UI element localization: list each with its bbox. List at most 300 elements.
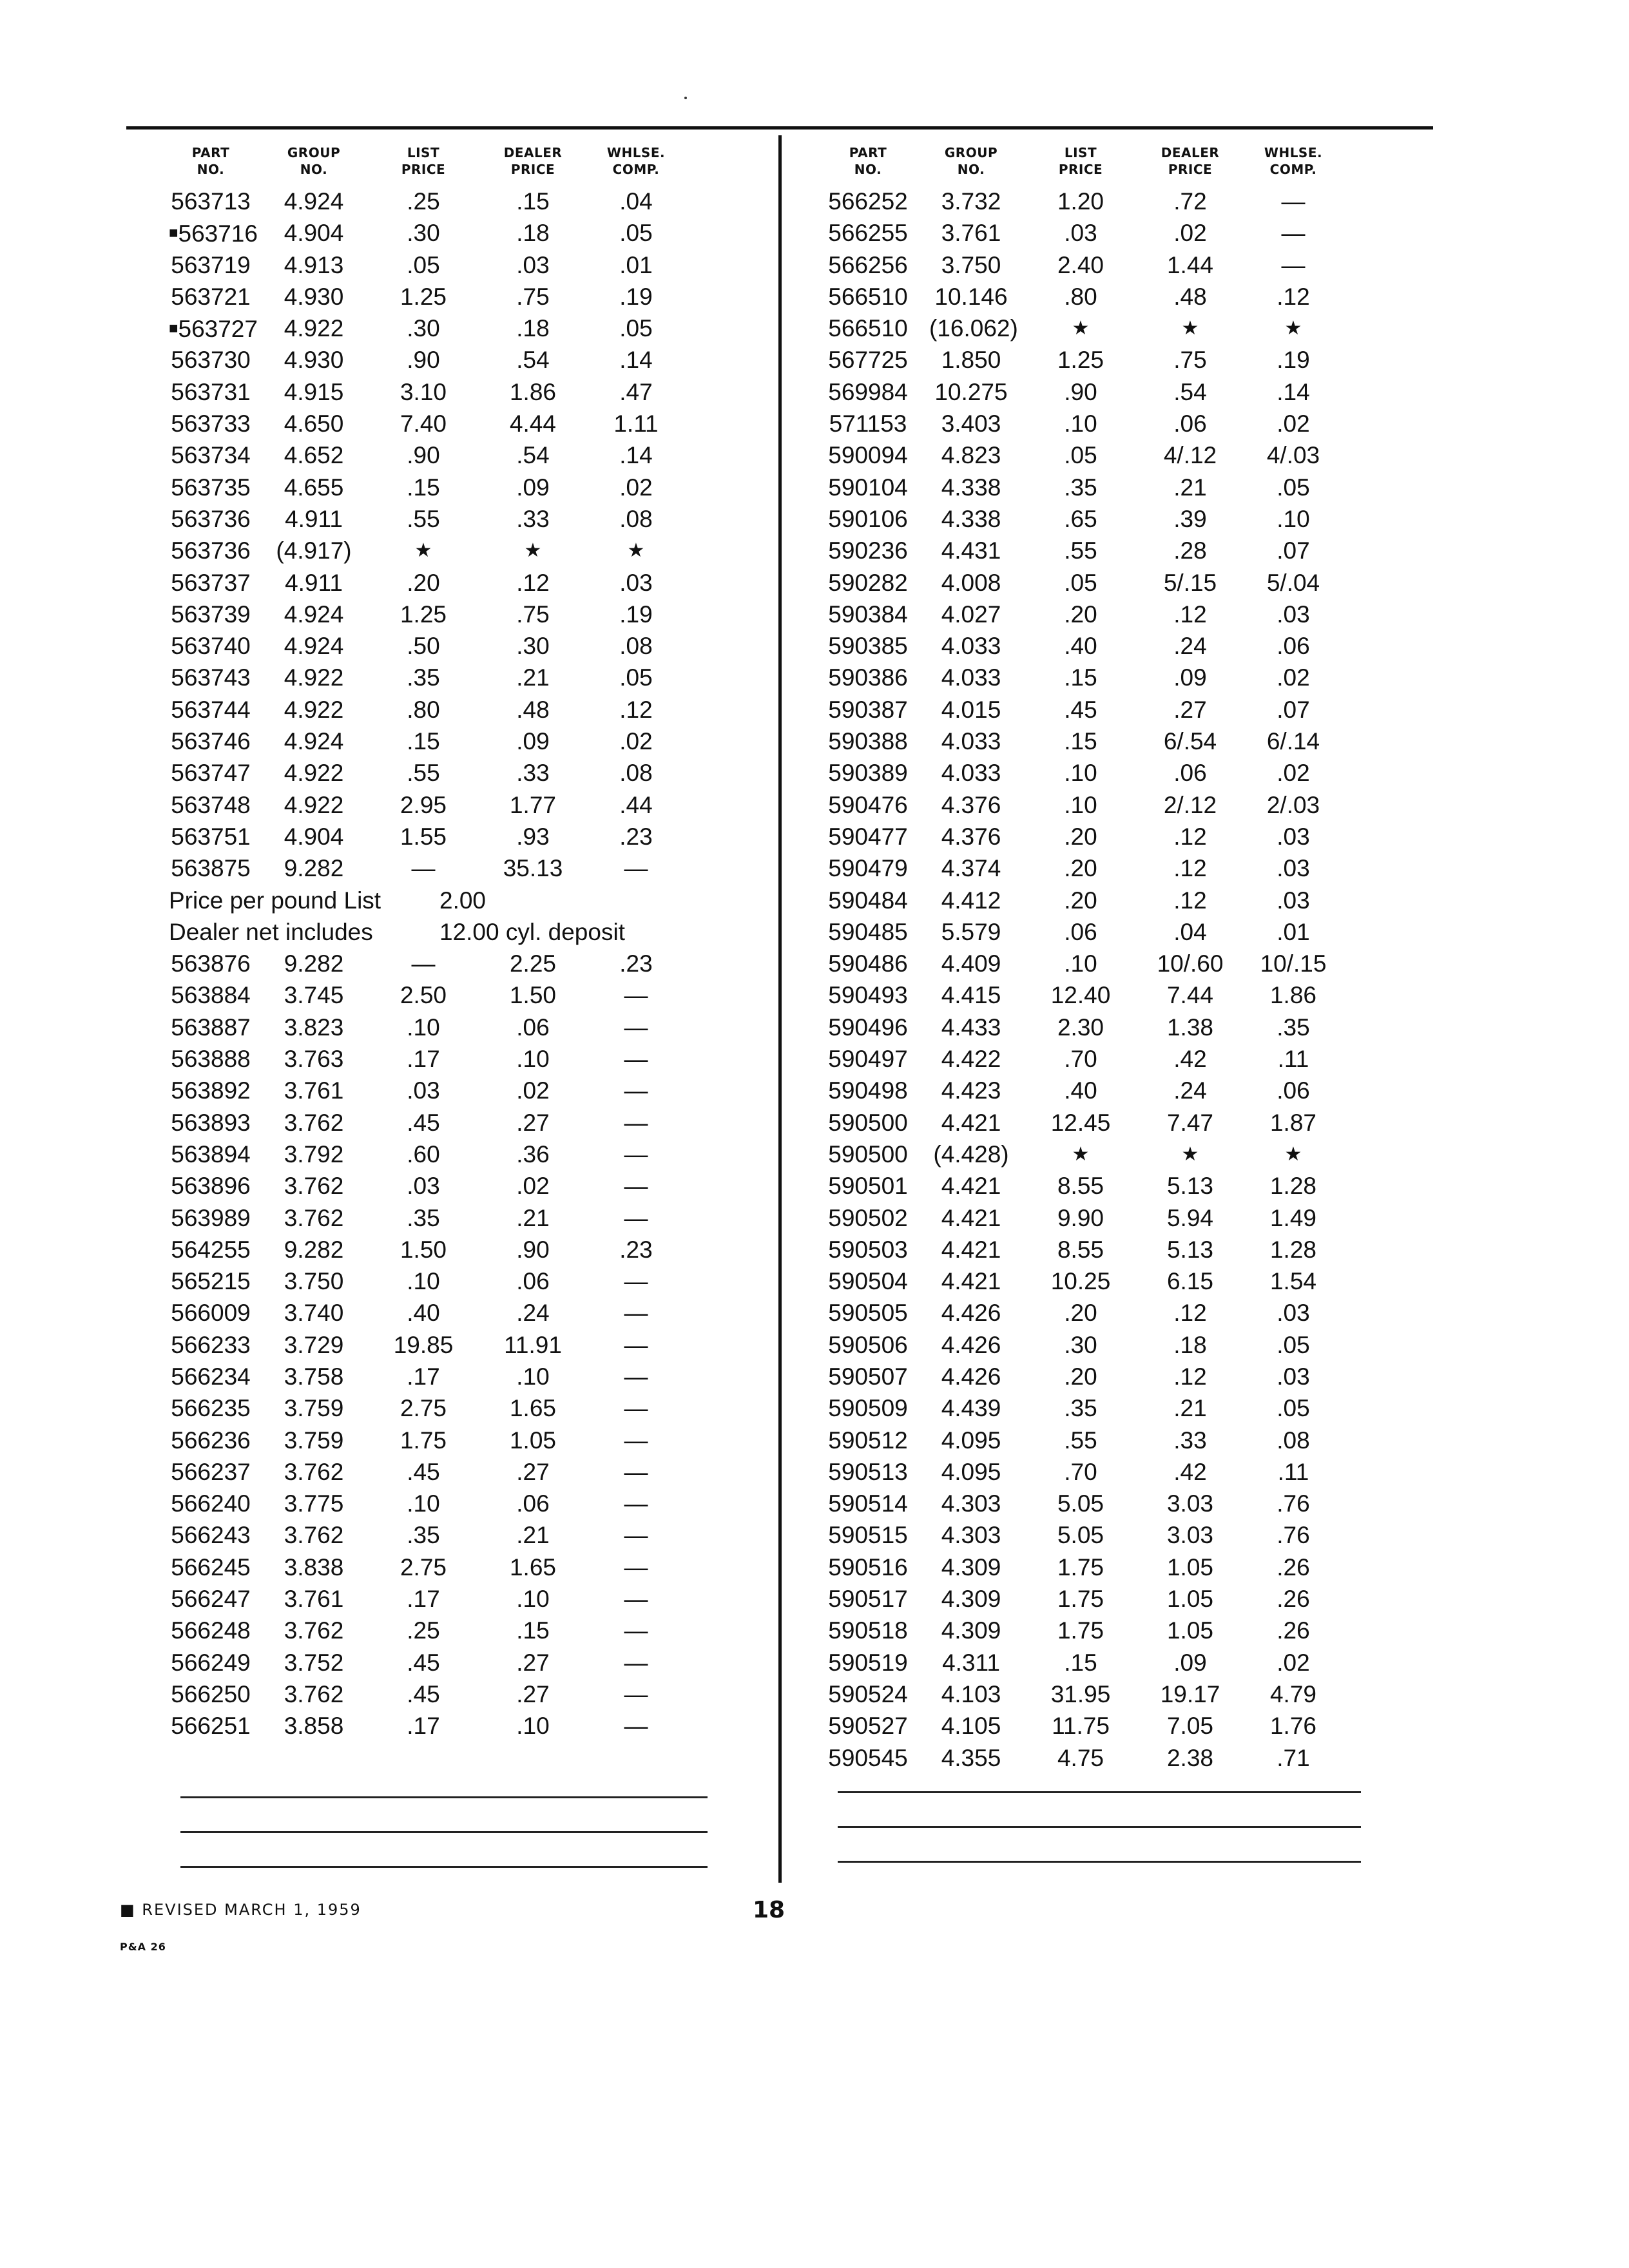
page-number: 18 xyxy=(753,1897,786,1923)
part-number: 590106 xyxy=(828,505,908,532)
table-row xyxy=(169,1583,813,1615)
table-row xyxy=(826,757,1470,789)
dealer-price: .33 xyxy=(1173,1427,1207,1454)
part-number: 590516 xyxy=(828,1553,908,1581)
list-price: 9.90 xyxy=(1057,1204,1104,1231)
group-number: 4.103 xyxy=(941,1680,1001,1707)
part-number: 590493 xyxy=(828,982,908,1009)
part-number: 563734 xyxy=(171,442,251,469)
list-price: .05 xyxy=(1064,442,1097,469)
group-number: 3.750 xyxy=(284,1268,344,1295)
dealer-price: ★ xyxy=(1181,318,1199,340)
list-price: .15 xyxy=(407,728,440,755)
dealer-price: .12 xyxy=(1173,1363,1207,1390)
header-whlse-comp: WHLSE. COMP. xyxy=(606,145,666,177)
dealer-price: .09 xyxy=(1173,1649,1207,1676)
part-number: 565215 xyxy=(171,1268,251,1295)
part-number: 590509 xyxy=(828,1395,908,1422)
dealer-price: .02 xyxy=(516,1173,550,1200)
part-number: 563875 xyxy=(171,855,251,882)
group-number: 4.015 xyxy=(941,696,1001,723)
part-number: 563721 xyxy=(171,283,251,310)
table-row xyxy=(826,1043,1470,1075)
dealer-price: ★ xyxy=(1181,1143,1199,1165)
group-number: 4.421 xyxy=(941,1268,1001,1295)
table-row xyxy=(169,186,813,217)
whlse-comp: .35 xyxy=(1277,1014,1310,1041)
table-row xyxy=(169,1552,813,1583)
part-number: 571153 xyxy=(829,410,907,437)
whlse-comp: .03 xyxy=(1277,1300,1310,1327)
table-row xyxy=(169,408,813,439)
whlse-comp: .26 xyxy=(1277,1553,1310,1581)
table-row xyxy=(826,1615,1470,1646)
group-number: 4.033 xyxy=(941,760,1001,787)
dealer-price: 10/.60 xyxy=(1157,950,1224,977)
whlse-comp: 1.49 xyxy=(1269,1204,1316,1231)
part-number: 590498 xyxy=(828,1077,908,1104)
dealer-price: 2.25 xyxy=(509,950,556,977)
dealer-price: .93 xyxy=(516,823,550,850)
table-row xyxy=(169,852,813,884)
whlse-comp: .08 xyxy=(619,760,653,787)
whlse-comp: — xyxy=(624,1427,648,1454)
whlse-comp: .03 xyxy=(1277,823,1310,850)
part-number: 563893 xyxy=(171,1109,251,1136)
list-price: 1.75 xyxy=(1057,1553,1104,1581)
list-price: .20 xyxy=(1064,887,1097,914)
group-number: 4.338 xyxy=(941,505,1001,532)
table-row xyxy=(826,217,1470,249)
group-number: 3.732 xyxy=(941,188,1001,215)
whlse-comp: .23 xyxy=(619,823,653,850)
part-number: 563876 xyxy=(171,950,251,977)
table-row xyxy=(169,1361,813,1392)
list-price: 1.55 xyxy=(400,823,447,850)
group-number: 3.752 xyxy=(284,1649,344,1676)
part-number: 566250 xyxy=(171,1680,251,1707)
table-row xyxy=(826,852,1470,884)
whlse-comp: — xyxy=(624,1140,648,1168)
whlse-comp: .03 xyxy=(1277,887,1310,914)
part-number: 590514 xyxy=(828,1490,908,1517)
table-row xyxy=(169,1234,813,1265)
whlse-comp: 5/.04 xyxy=(1266,569,1320,596)
group-number: 4.309 xyxy=(941,1617,1001,1644)
header-dealer-price: DEALER PRICE xyxy=(1161,145,1220,177)
list-price: ★ xyxy=(1072,1143,1090,1165)
dealer-price: 4/.12 xyxy=(1163,442,1217,469)
part-number: 590512 xyxy=(828,1427,908,1454)
list-price: .20 xyxy=(1064,601,1097,628)
part-number: 590485 xyxy=(828,918,908,945)
table-row xyxy=(826,1202,1470,1234)
table-row xyxy=(826,726,1470,757)
group-number: 3.823 xyxy=(284,1014,344,1041)
table-row xyxy=(169,344,813,376)
whlse-comp: .08 xyxy=(1277,1427,1310,1454)
part-number: 566510 xyxy=(828,283,908,310)
whlse-comp: 1.54 xyxy=(1269,1268,1316,1295)
group-number: 4.922 xyxy=(284,315,344,342)
part-number: 567725 xyxy=(828,347,908,374)
dealer-price: 35.13 xyxy=(503,855,563,882)
whlse-comp: — xyxy=(1281,251,1306,278)
table-row xyxy=(169,757,813,789)
list-price: .65 xyxy=(1064,505,1097,532)
list-price: .10 xyxy=(1064,410,1097,437)
part-number: 563744 xyxy=(171,696,251,723)
list-price: — xyxy=(411,855,436,882)
revision-mark: ■ xyxy=(169,224,178,242)
table-row xyxy=(826,439,1470,471)
whlse-comp: — xyxy=(624,1458,648,1485)
group-number: 3.762 xyxy=(284,1173,344,1200)
list-price: 12.45 xyxy=(1050,1109,1111,1136)
right-table-body xyxy=(826,186,1470,1774)
group-number: 3.762 xyxy=(284,1522,344,1549)
header-whlse-comp: WHLSE. COMP. xyxy=(1264,145,1323,177)
part-number: 563887 xyxy=(171,1014,251,1041)
part-number: 590517 xyxy=(828,1586,908,1613)
dealer-price: .30 xyxy=(516,633,550,660)
list-price: .70 xyxy=(1064,1458,1097,1485)
group-number: 4.412 xyxy=(941,887,1001,914)
left-table-body xyxy=(169,186,813,1742)
list-price: .20 xyxy=(1064,1363,1097,1390)
table-row xyxy=(826,1425,1470,1456)
group-number: 4.439 xyxy=(941,1395,1001,1422)
part-number xyxy=(169,312,258,345)
part-number: 563730 xyxy=(171,347,251,374)
group-number: 4.930 xyxy=(284,283,344,310)
part-number: 563884 xyxy=(171,982,251,1009)
dealer-price: .39 xyxy=(1173,505,1207,532)
table-row xyxy=(169,1678,813,1710)
whlse-comp: .03 xyxy=(1277,601,1310,628)
list-price: .25 xyxy=(407,188,440,215)
part-number: 590513 xyxy=(828,1458,908,1485)
table-row xyxy=(169,1615,813,1646)
list-price: .17 xyxy=(407,1586,440,1613)
part-number: 590503 xyxy=(828,1236,908,1263)
part-number: 590486 xyxy=(828,950,908,977)
list-price: .45 xyxy=(407,1649,440,1676)
dealer-price: 7.47 xyxy=(1166,1109,1213,1136)
group-number: 4.433 xyxy=(941,1014,1001,1041)
whlse-comp: .05 xyxy=(1277,474,1310,501)
whlse-comp: — xyxy=(624,1014,648,1041)
whlse-comp: .01 xyxy=(1277,918,1310,945)
table-row xyxy=(169,281,813,312)
table-row xyxy=(826,1012,1470,1043)
dealer-price: .36 xyxy=(516,1140,550,1168)
list-price: .15 xyxy=(1064,664,1097,691)
dealer-price: .48 xyxy=(1173,283,1207,310)
table-row xyxy=(826,312,1470,344)
list-price: .35 xyxy=(1064,474,1097,501)
whlse-comp: — xyxy=(624,1713,648,1740)
dealer-price: .33 xyxy=(516,505,550,532)
whlse-comp: 4/.03 xyxy=(1266,442,1320,469)
whlse-comp: .19 xyxy=(1277,347,1310,374)
table-row xyxy=(169,821,813,852)
dealer-price: .12 xyxy=(1173,1300,1207,1327)
whlse-comp: ★ xyxy=(1284,1143,1302,1165)
group-number: 4.105 xyxy=(941,1713,1001,1740)
group-number: 9.282 xyxy=(284,1236,344,1263)
dealer-price: 4.44 xyxy=(509,410,556,437)
table-row xyxy=(826,1392,1470,1424)
dealer-price: .12 xyxy=(1173,601,1207,628)
part-number: 563713 xyxy=(171,188,251,215)
whlse-comp: — xyxy=(624,1046,648,1073)
part-number: 563748 xyxy=(171,791,251,818)
dealer-price: .06 xyxy=(516,1014,550,1041)
group-number: 4.374 xyxy=(941,855,1001,882)
whlse-comp: .44 xyxy=(619,791,653,818)
dealer-price: .48 xyxy=(516,696,550,723)
part-number: 566252 xyxy=(828,188,908,215)
whlse-comp: 1.11 xyxy=(613,410,659,437)
dealer-price: .27 xyxy=(516,1649,550,1676)
group-number: 4.376 xyxy=(941,823,1001,850)
part-number: 566510 xyxy=(828,315,908,342)
group-number: 4.303 xyxy=(941,1522,1001,1549)
dealer-price: 1.86 xyxy=(509,378,556,405)
part-number: 590515 xyxy=(828,1522,908,1549)
list-price: 10.25 xyxy=(1050,1268,1111,1295)
table-row xyxy=(169,503,813,535)
list-price: — xyxy=(411,950,436,977)
part-number: 590389 xyxy=(828,760,908,787)
table-row xyxy=(169,599,813,630)
part-number: 590524 xyxy=(828,1680,908,1707)
table-row xyxy=(169,1647,813,1678)
part-number: 590477 xyxy=(828,823,908,850)
dealer-price: .27 xyxy=(516,1458,550,1485)
part-number: 564255 xyxy=(171,1236,251,1263)
table-row xyxy=(169,726,813,757)
group-number: 3.745 xyxy=(284,982,344,1009)
whlse-comp: .06 xyxy=(1277,1077,1310,1104)
part-number: 590502 xyxy=(828,1204,908,1231)
group-number: 4.823 xyxy=(941,442,1001,469)
part-number: 563888 xyxy=(171,1046,251,1073)
list-price: .35 xyxy=(1064,1395,1097,1422)
note-value: 2.00 xyxy=(439,887,487,914)
group-number: 4.095 xyxy=(941,1427,1001,1454)
part-number: 563892 xyxy=(171,1077,251,1104)
list-price: .10 xyxy=(1064,950,1097,977)
speck xyxy=(684,97,687,99)
dealer-price: .33 xyxy=(516,760,550,787)
table-row xyxy=(169,1297,813,1329)
table-row xyxy=(826,1647,1470,1678)
group-number: 3.761 xyxy=(284,1077,344,1104)
list-price: .40 xyxy=(1064,633,1097,660)
table-row xyxy=(826,281,1470,312)
list-price: .15 xyxy=(1064,1649,1097,1676)
list-price: .10 xyxy=(407,1268,440,1295)
list-price: 2.75 xyxy=(400,1395,447,1422)
table-row xyxy=(826,789,1470,821)
table-row xyxy=(169,948,813,979)
whlse-comp: .26 xyxy=(1277,1617,1310,1644)
dealer-price: 2/.12 xyxy=(1163,791,1217,818)
dealer-price: .75 xyxy=(516,283,550,310)
header-list-price: LIST PRICE xyxy=(401,145,446,177)
part-number: 566255 xyxy=(828,220,908,247)
list-price: .10 xyxy=(407,1014,440,1041)
header-dealer-price: DEALER PRICE xyxy=(503,145,563,177)
whlse-comp: .08 xyxy=(619,633,653,660)
dealer-price: 11.91 xyxy=(504,1331,562,1358)
table-row xyxy=(169,1107,813,1139)
blank-line xyxy=(180,1796,708,1798)
group-number: 4.303 xyxy=(941,1490,1001,1517)
group-number: 4.355 xyxy=(941,1744,1001,1771)
part-number: 590388 xyxy=(828,728,908,755)
publication-code: P&A 26 xyxy=(120,1941,166,1953)
dealer-price: 1.05 xyxy=(509,1427,556,1454)
table-row xyxy=(826,1234,1470,1265)
part-number: 563731 xyxy=(171,378,251,405)
part-number: 563894 xyxy=(171,1140,251,1168)
table-row xyxy=(169,472,813,503)
dealer-price: ★ xyxy=(524,540,542,562)
group-number: 4.426 xyxy=(941,1331,1001,1358)
table-row xyxy=(826,916,1470,948)
whlse-comp: — xyxy=(624,982,648,1009)
group-number: 4.652 xyxy=(284,442,344,469)
part-number: 563743 xyxy=(171,664,251,691)
whlse-comp: .02 xyxy=(619,474,653,501)
dealer-price: 1.44 xyxy=(1166,251,1213,278)
list-price: .05 xyxy=(1064,569,1097,596)
group-number: 3.758 xyxy=(284,1363,344,1390)
note-row xyxy=(169,885,813,916)
note-text: Dealer net includes xyxy=(169,918,373,945)
part-number: 566235 xyxy=(171,1395,251,1422)
whlse-comp: .12 xyxy=(1277,283,1310,310)
dealer-price: .10 xyxy=(516,1586,550,1613)
group-number: 3.792 xyxy=(284,1140,344,1168)
list-price: .45 xyxy=(1064,696,1097,723)
whlse-comp: .05 xyxy=(1277,1395,1310,1422)
whlse-comp: .14 xyxy=(619,347,653,374)
part-number: 563736 xyxy=(171,505,251,532)
group-number: 4.423 xyxy=(941,1077,1001,1104)
list-price: 2.50 xyxy=(400,982,447,1009)
list-price: .30 xyxy=(407,220,440,247)
table-row xyxy=(826,249,1470,281)
list-price: 7.40 xyxy=(400,410,447,437)
list-price: .30 xyxy=(1064,1331,1097,1358)
part-number: 563735 xyxy=(171,474,251,501)
part-number: 590501 xyxy=(828,1173,908,1200)
whlse-comp: .04 xyxy=(619,188,653,215)
part-number: 566256 xyxy=(828,251,908,278)
whlse-comp: 1.76 xyxy=(1269,1713,1316,1740)
whlse-comp: 1.86 xyxy=(1269,982,1316,1009)
whlse-comp: .23 xyxy=(619,1236,653,1263)
whlse-comp: — xyxy=(624,1395,648,1422)
group-number: 4.426 xyxy=(941,1363,1001,1390)
dealer-price: .54 xyxy=(516,442,550,469)
blank-line xyxy=(180,1866,708,1868)
whlse-comp: .19 xyxy=(619,283,653,310)
group-number: 3.759 xyxy=(284,1427,344,1454)
part-number: 590545 xyxy=(828,1744,908,1771)
list-price: .03 xyxy=(1064,220,1097,247)
dealer-price: .09 xyxy=(516,728,550,755)
table-row xyxy=(169,439,813,471)
part-number: 566240 xyxy=(171,1490,251,1517)
dealer-price: .06 xyxy=(1173,410,1207,437)
table-row xyxy=(826,344,1470,376)
part-number: 566233 xyxy=(171,1331,251,1358)
dealer-price: .12 xyxy=(1173,823,1207,850)
list-price: .17 xyxy=(407,1046,440,1073)
table-row xyxy=(826,535,1470,566)
header-list-price: LIST PRICE xyxy=(1058,145,1103,177)
table-row xyxy=(826,1297,1470,1329)
whlse-comp: 4.79 xyxy=(1269,1680,1316,1707)
part-number: 590497 xyxy=(828,1046,908,1073)
whlse-comp: .26 xyxy=(1277,1586,1310,1613)
table-row xyxy=(826,1488,1470,1519)
group-number: 3.759 xyxy=(284,1395,344,1422)
whlse-comp: — xyxy=(1281,220,1306,247)
table-row xyxy=(169,1075,813,1106)
list-price: 1.75 xyxy=(1057,1586,1104,1613)
group-number: (4.428) xyxy=(933,1140,1009,1168)
table-row xyxy=(169,979,813,1011)
dealer-price: .15 xyxy=(516,188,550,215)
dealer-price: .06 xyxy=(516,1268,550,1295)
whlse-comp: .02 xyxy=(1277,410,1310,437)
table-row xyxy=(169,1329,813,1361)
group-number: 4.924 xyxy=(284,188,344,215)
list-price: .40 xyxy=(407,1300,440,1327)
table-row xyxy=(169,312,813,344)
part-number-text: 563727 xyxy=(178,316,258,343)
group-number: 10.146 xyxy=(934,283,1008,310)
group-number: 3.762 xyxy=(284,1680,344,1707)
list-price: .45 xyxy=(407,1458,440,1485)
whlse-comp: .02 xyxy=(1277,1649,1310,1676)
group-number: 4.421 xyxy=(941,1204,1001,1231)
group-number: 4.911 xyxy=(285,505,343,532)
table-row xyxy=(826,1170,1470,1202)
dealer-price: .03 xyxy=(516,251,550,278)
part-number: 563746 xyxy=(171,728,251,755)
dealer-price: 19.17 xyxy=(1160,1680,1220,1707)
dealer-price: .90 xyxy=(516,1236,550,1263)
whlse-comp: .19 xyxy=(619,601,653,628)
dealer-price: 2.38 xyxy=(1166,1744,1213,1771)
part-number: 590385 xyxy=(828,633,908,660)
list-price: .50 xyxy=(407,633,440,660)
group-number: 3.858 xyxy=(284,1713,344,1740)
dealer-price: 1.65 xyxy=(509,1553,556,1581)
part-number: 563747 xyxy=(171,760,251,787)
whlse-comp: .02 xyxy=(1277,760,1310,787)
table-row xyxy=(826,979,1470,1011)
dealer-price: 5.13 xyxy=(1166,1173,1213,1200)
table-row xyxy=(169,789,813,821)
